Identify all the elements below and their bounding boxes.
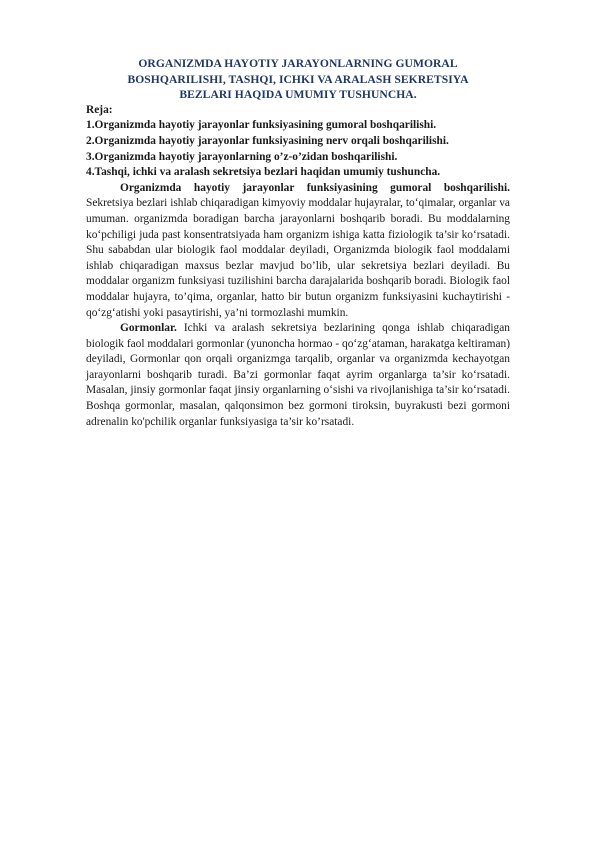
document-page: [86, 56, 510, 430]
document-title: [86, 56, 510, 103]
plan-heading: Reja:: [86, 103, 113, 116]
paragraph-humoral-regulation: [86, 181, 510, 321]
paragraph-hormones: [86, 321, 510, 430]
paragraph-lead: Organizmda hayotiy jarayonlar funksiyasining gumoral boshqarilishi.: [120, 181, 510, 194]
plan-item-2: 2.Organizmda hayotiy jarayonlar funksiyasining nerv orqali boshqarilishi.: [86, 134, 449, 147]
title-line-1: ORGANIZMDA HAYOTIY JARAYONLARNING GUMORAL: [138, 57, 458, 70]
plan-item-3: 3.Organizmda hayotiy jarayonlarning o’z-o’zidan boshqarilishi.: [86, 150, 398, 163]
plan-item-1: 1.Organizmda hayotiy jarayonlar funksiyasining gumoral boshqarilishi.: [86, 119, 437, 132]
plan-item-4: 4.Tashqi, ichki va aralash sekretsiya bezlari haqidan umumiy tushuncha.: [86, 166, 441, 179]
title-line-3: BEZLARI HAQIDA UMUMIY TUSHUNCHA.: [179, 88, 417, 102]
title-line-2: BOSHQARILISHI, TASHQI, ICHKI VA ARALASH SEKRETSIYA: [127, 72, 469, 86]
plan-section: [86, 103, 510, 181]
paragraph-body: Ichki va aralash sekretsiya bezlarining qonga ishlab chiqaradigan biologik faol moddalari gormonlar (yunoncha hormao - qo‘zg‘ataman, harakatga keltiraman) deyiladi, Gormonlar qon orqali organizmga tarqalib, organlar va organizmda kechayotgan jarayonlarni boshqarib turadi. Ba’zi gormonlar faqat ayrim organlarga ta’sir ko‘rsatadi. Masalan, jinsiy gormonlar faqat jinsiy organlarning o‘sishi va rivojlanishiga ta’sir ko‘rsatadi. Boshqa gormonlar, masalan, qalqonsimon bez gormoni tiroksin, buyrakusti bezi gormoni adrenalin ko'pchilik organlar funksiyasiga ta’sir ko’rsatadi.: [86, 322, 510, 428]
paragraph-body: Sekretsiya bezlari ishlab chiqaradigan kimyoviy moddalar hujayralar, to‘qimalar, organlar va umuman. organizmda boradigan barcha jarayonlarni boshqarib boradi. Bu moddalarning ko‘pchiligi juda past konsentratsiyada ham organizm ishiga katta fiziologik ta’sir ko‘rsatadi. Shu sababdan ular biologik faol moddalar deyiladi, Organizmda biologik faol moddalami ishlab chiqaradigan maxsus bezlar mavjud bo’lib, ular sekretsiya bezlari deyiladi. Bu moddalar organizm funksiyasi tuzilishini barcha darajalarida boshqarib boradi. Biologik faol moddalar hujayra, to’qima, organlar, hatto bir butun organizm funksiyasini kuchaytirishi - qo‘zg‘atishi yoki pasaytirishi, ya’ni tormozlashi mumkin.: [86, 197, 510, 319]
paragraph-lead: Gormonlar.: [120, 322, 177, 335]
